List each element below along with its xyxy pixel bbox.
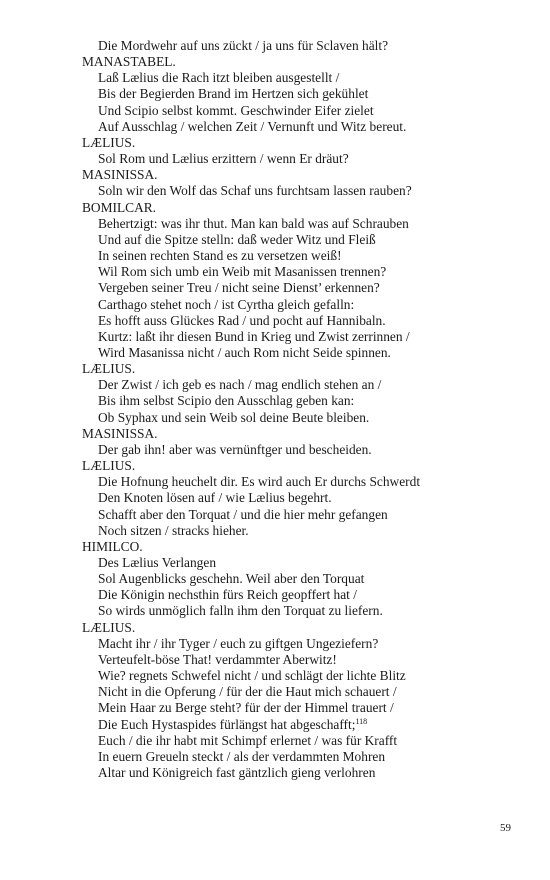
verse-line (82, 280, 522, 296)
verse-text: Euch / die ihr habt mit Schimpf erlernet / was für Krafft (98, 732, 398, 748)
verse-line (82, 183, 522, 199)
verse-line (82, 733, 522, 749)
verse-text: Vergeben seiner Treu / nicht seine Dienst’ erkennen? (98, 280, 380, 296)
verse-line (82, 700, 522, 716)
verse-text: In seinen rechten Stand es zu versetzen weiß! (98, 248, 342, 264)
speaker-name (82, 54, 522, 70)
verse-text: Der gab ihn! aber was vernünftger und bescheiden. (98, 441, 372, 457)
speaker-name (82, 620, 522, 636)
verse-line (82, 507, 522, 523)
verse-line (82, 297, 522, 313)
speaker-label: MASINISSA. (82, 167, 158, 183)
verse-line (82, 151, 522, 167)
speaker-label: BOMILCAR. (82, 199, 157, 215)
footnote-reference[interactable]: 118 (355, 716, 368, 726)
verse-line (82, 119, 522, 135)
verse-text: In euern Greueln steckt / als der verdammten Mohren (98, 748, 386, 764)
speaker-name (82, 167, 522, 183)
verse-line (82, 377, 522, 393)
verse-line (82, 636, 522, 652)
verse-text: Altar und Königreich fast gäntzlich gieng verlohren (98, 765, 376, 781)
verse-text: Es hofft auss Glückes Rad / und pocht auf Hannibaln. (98, 312, 386, 328)
speaker-name (82, 458, 522, 474)
verse-text: Mein Haar zu Berge steht? für der der Himmel trauert / (98, 700, 394, 716)
verse-line (82, 313, 522, 329)
verse-text: Bis ihm selbst Scipio den Ausschlag geben kan: (98, 393, 355, 409)
verse-line (82, 587, 522, 603)
verse-text: So wirds unmöglich falln ihm den Torquat zu liefern. (98, 603, 383, 619)
verse-line (82, 668, 522, 684)
verse-line (82, 70, 522, 86)
verse-text: Kurtz: laßt ihr diesen Bund in Krieg und Zwist zerrinnen / (98, 328, 410, 344)
speaker-label: MANASTABEL. (82, 54, 176, 70)
speaker-name (82, 361, 522, 377)
verse-line (82, 410, 522, 426)
verse-line (82, 232, 522, 248)
verse-text: Die Königin nechsthin fürs Reich geopffert hat / (98, 587, 357, 603)
verse-line (82, 684, 522, 700)
speaker-name (82, 200, 522, 216)
verse-text: Macht ihr / ihr Tyger / euch zu giftgen Ungeziefern? (98, 635, 379, 651)
verse-text: Auf Ausschlag / welchen Zeit / Vernunft und Witz bereut. (98, 118, 407, 134)
speaker-label: LÆLIUS. (82, 134, 136, 150)
verse-line (82, 717, 522, 733)
verse-text: Die Mordwehr auf uns zückt / ja uns für Sclaven hält? (98, 38, 389, 53)
speaker-label: HIMILCO. (82, 538, 143, 554)
verse-text: Wil Rom sich umb ein Weib mit Masanissen trennen? (98, 264, 387, 280)
verse-line (82, 38, 522, 54)
verse-text: Schafft aber den Torquat / und die hier mehr gefangen (98, 506, 388, 522)
speaker-name (82, 539, 522, 555)
verse-line (82, 103, 522, 119)
verse-line (82, 571, 522, 587)
verse-text: Bis der Begierden Brand im Hertzen sich gekühlet (98, 86, 369, 102)
drama-text (82, 38, 522, 781)
verse-text: Den Knoten lösen auf / wie Lælius begehrt. (98, 490, 332, 506)
verse-text: Ob Syphax und sein Weib sol deine Beute bleiben. (98, 409, 370, 425)
verse-text: Behertzigt: was ihr thut. Man kan bald was auf Schrauben (98, 215, 409, 231)
verse-text: Und Scipio selbst kommt. Geschwinder Eifer zielet (98, 102, 374, 118)
page-number: 59 (500, 822, 511, 834)
verse-line (82, 248, 522, 264)
verse-line (82, 490, 522, 506)
verse-line (82, 329, 522, 345)
verse-line (82, 345, 522, 361)
speaker-label: LÆLIUS. (82, 361, 136, 377)
verse-line (82, 749, 522, 765)
verse-line (82, 393, 522, 409)
verse-line (82, 264, 522, 280)
verse-text: Carthago stehet noch / ist Cyrtha gleich gefalln: (98, 296, 355, 312)
verse-text: Soln wir den Wolf das Schaf uns furchtsam lassen rauben? (98, 183, 412, 199)
verse-line (82, 86, 522, 102)
verse-text: Der Zwist / ich geb es nach / mag endlich stehen an / (98, 377, 382, 393)
verse-line (82, 523, 522, 539)
verse-line (82, 216, 522, 232)
verse-line (82, 603, 522, 619)
verse-text: Noch sitzen / stracks hieher. (98, 522, 249, 538)
verse-text: Wird Masanissa nicht / auch Rom nicht Seide spinnen. (98, 344, 391, 360)
speaker-label: LÆLIUS. (82, 619, 136, 635)
verse-text: Nicht in die Opferung / für der die Haut mich schauert / (98, 684, 397, 700)
verse-line (82, 765, 522, 781)
verse-text: Die Euch Hystaspides fürlängst hat abgeschafft; (98, 716, 356, 732)
speaker-name (82, 426, 522, 442)
verse-line (82, 652, 522, 668)
verse-text: Wie? regnets Schwefel nicht / und schlägt der lichte Blitz (98, 668, 406, 684)
speaker-label: MASINISSA. (82, 425, 158, 441)
verse-line (82, 474, 522, 490)
verse-line (82, 442, 522, 458)
verse-text: Des Lælius Verlangen (98, 555, 217, 570)
verse-line (82, 555, 522, 571)
verse-text: Sol Rom und Lælius erzittern / wenn Er dräut? (98, 151, 349, 167)
verse-text: Sol Augenblicks geschehn. Weil aber den Torquat (98, 571, 365, 587)
speaker-name (82, 135, 522, 151)
speaker-label: LÆLIUS. (82, 458, 136, 474)
verse-text: Und auf die Spitze stelln: daß weder Witz und Fleiß (98, 231, 376, 247)
verse-text: Laß Lælius die Rach itzt bleiben ausgestellt / (98, 70, 340, 86)
verse-text: Verteufelt-böse That! verdammter Aberwitz! (98, 651, 337, 667)
verse-text: Die Hofnung heuchelt dir. Es wird auch Er durchs Schwerdt (98, 474, 421, 490)
